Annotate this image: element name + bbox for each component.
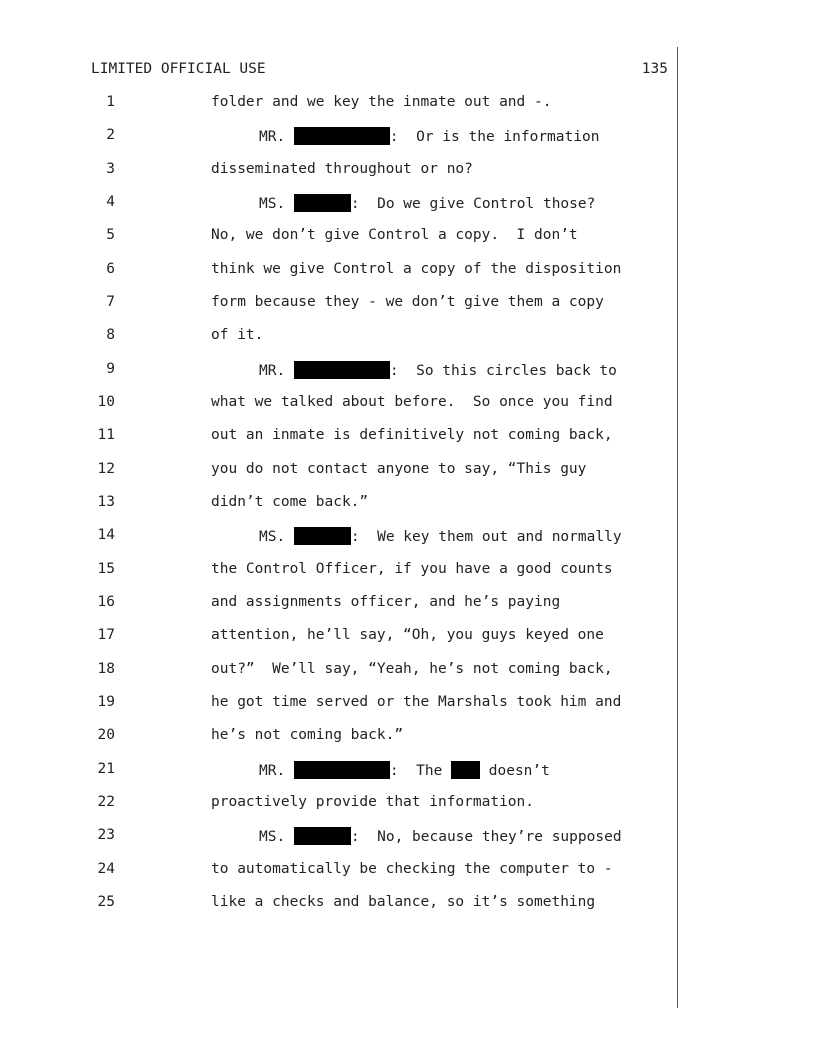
transcript-line [0,361,816,394]
text-segment: : So this circles back to [389,362,617,379]
line-number: 9 [106,360,115,377]
line-number: 12 [97,460,115,477]
line-number: 20 [97,727,115,744]
text-segment: out?” We’ll say, “Yeah, he’s not coming back, [211,660,613,677]
text-segment: you do not contact anyone to say, “This guy [211,460,587,477]
text-segment: like a checks and balance, so it’s something [211,893,596,910]
text-segment: MR. [259,762,294,779]
text-segment: doesn’t [480,762,550,779]
line-text [211,227,578,243]
text-segment: : The [389,762,452,779]
line-number: 22 [97,793,115,810]
line-text [211,427,613,443]
text-segment: MS. [259,195,294,212]
line-number: 15 [97,560,115,577]
line-text [259,761,550,779]
redaction-box [294,194,351,212]
line-text [211,261,621,277]
redaction-box [294,827,351,845]
transcript-line [0,194,816,227]
line-number: 17 [97,627,115,644]
text-segment: what we talked about before. So once you find [211,393,613,410]
line-text [211,461,586,477]
transcript-line [0,761,816,794]
text-segment: MR. [259,129,294,146]
transcript-line [0,894,816,927]
line-number: 24 [97,860,115,877]
line-text [211,394,613,410]
classification-header: LIMITED OFFICIAL USE [91,61,266,77]
line-number: 25 [97,893,115,910]
line-number: 3 [106,160,115,177]
line-text [211,594,560,610]
line-number: 7 [106,293,115,310]
redaction-box [294,527,351,545]
text-segment: attention, he’ll say, “Oh, you guys keyed one [211,627,604,644]
text-segment: MS. [259,529,294,546]
transcript-line [0,161,816,194]
transcript-line [0,427,816,460]
line-text [211,794,534,810]
text-segment: : Do we give Control those? [350,195,596,212]
text-segment: out an inmate is definitively not coming back, [211,427,613,444]
line-number: 18 [97,660,115,677]
line-text [211,894,595,910]
line-number: 16 [97,593,115,610]
transcript-line [0,594,816,627]
transcript-body [0,94,816,927]
transcript-line [0,527,816,560]
redaction-box [294,361,390,379]
line-text [259,127,599,145]
transcript-line [0,627,816,660]
transcript-line [0,394,816,427]
transcript-line [0,861,816,894]
line-number: 4 [106,193,115,210]
text-segment: MR. [259,362,294,379]
text-segment: and assignments officer, and he’s paying [211,593,561,610]
text-segment: MS. [259,829,294,846]
transcript-line [0,94,816,127]
transcript-line [0,694,816,727]
text-segment: he’s not coming back.” [211,727,404,744]
text-segment: folder and we key the inmate out and -. [211,94,552,110]
line-text [211,494,368,510]
line-text [211,161,473,177]
text-segment: disseminated throughout or no? [211,160,473,177]
line-number: 5 [106,227,115,244]
line-text [211,561,613,577]
page-number: 135 [641,61,668,77]
line-number: 6 [106,260,115,277]
line-number: 13 [97,493,115,510]
text-segment: : Or is the information [389,129,600,146]
line-number: 2 [106,127,115,144]
text-segment: form because they - we don’t give them a copy [211,293,604,310]
line-text [211,294,604,310]
text-segment: think we give Control a copy of the disposition [211,260,622,277]
text-segment: : We key them out and normally [350,529,622,546]
redaction-box [451,761,480,779]
line-number: 10 [97,393,115,410]
text-segment: : No, because they’re supposed [350,829,622,846]
text-segment: didn’t come back.” [211,493,369,510]
transcript-line [0,294,816,327]
transcript-line [0,227,816,260]
text-segment: proactively provide that information. [211,793,535,810]
text-segment: he got time served or the Marshals took him and [211,693,622,710]
text-segment: of it. [211,327,264,344]
line-text [259,527,622,545]
redaction-box [294,761,390,779]
line-number: 8 [106,327,115,344]
line-text [211,94,551,110]
transcript-line [0,261,816,294]
text-segment: the Control Officer, if you have a good counts [211,560,613,577]
line-number: 21 [97,760,115,777]
text-segment: to automatically be checking the computer to - [211,860,613,877]
text-segment: No, we don’t give Control a copy. I don’t [211,227,578,244]
line-number: 14 [97,527,115,544]
transcript-line [0,661,816,694]
transcript-line [0,794,816,827]
line-text [211,661,613,677]
transcript-line [0,827,816,860]
line-text [259,827,622,845]
line-text [259,361,617,379]
transcript-line [0,727,816,760]
redaction-box [294,127,390,145]
transcript-line [0,327,816,360]
line-number: 1 [106,94,115,110]
line-text [259,194,595,212]
line-text [211,627,604,643]
transcript-line [0,494,816,527]
transcript-line [0,561,816,594]
line-number: 23 [97,827,115,844]
transcript-line [0,461,816,494]
line-text [211,861,613,877]
line-text [211,727,403,743]
line-number: 11 [97,427,115,444]
transcript-line [0,127,816,160]
line-text [211,694,621,710]
line-number: 19 [97,693,115,710]
line-text [211,327,263,343]
